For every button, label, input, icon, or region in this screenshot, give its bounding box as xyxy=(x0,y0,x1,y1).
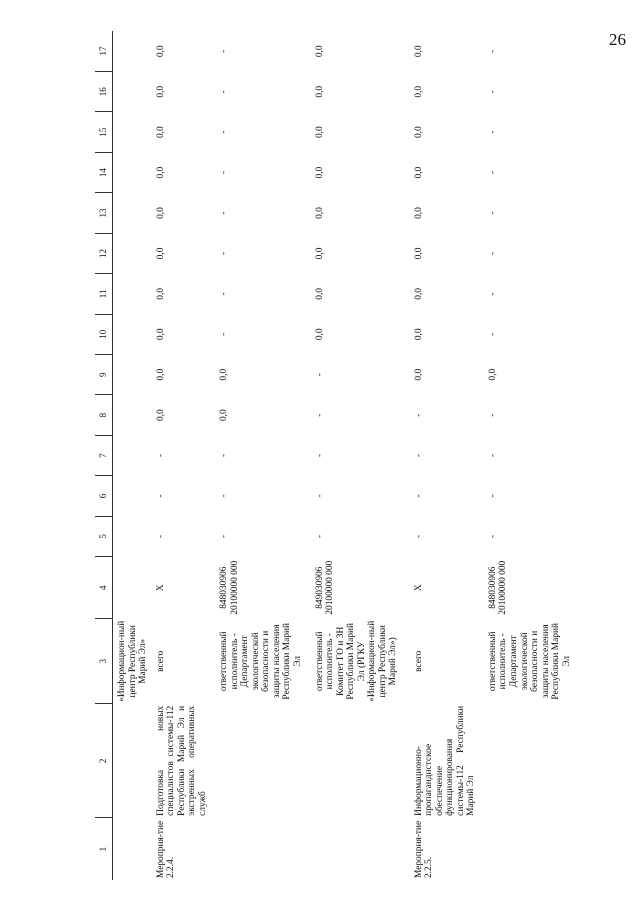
column-header: 1 xyxy=(95,818,113,880)
value-cell: 0,0 xyxy=(413,368,424,381)
value-cell: - xyxy=(155,454,166,458)
value-cell: - xyxy=(487,251,498,256)
value-cell: 0,0 xyxy=(413,126,424,139)
table-row xyxy=(400,31,478,880)
value-cell: 0,0 xyxy=(314,85,325,98)
executor-cell: ответственный исполнитель - Комитет ГО и ЗН Республики Марий Эл (РГКУ «Информацион-ный центр Республики Марий Эл») xyxy=(314,620,399,702)
rotated-table-container xyxy=(95,31,610,880)
executor-cell: всего xyxy=(155,650,166,672)
value-cell: - xyxy=(219,49,230,53)
activity-number-cell xyxy=(478,818,573,880)
value-cell: - xyxy=(219,494,230,498)
budget-code-cell: 848030906 20100000 000 xyxy=(487,560,509,615)
executor-cell: ответственный исполнитель - Департамент экологической безопасности и защиты населения Республики Марий Эл xyxy=(219,623,303,700)
value-cell: - xyxy=(413,494,424,498)
activity-name-cell xyxy=(209,704,304,818)
value-cell: - xyxy=(487,292,498,296)
value-cell xyxy=(113,274,150,314)
value-cell: 0,0 xyxy=(219,409,230,421)
value-cell: 0,0 xyxy=(413,247,424,260)
value-cell: - xyxy=(487,130,498,134)
activity-number-cell xyxy=(305,818,400,880)
value-cell: - xyxy=(219,211,230,215)
value-cell: 0,0 xyxy=(155,207,166,219)
activity-name-cell xyxy=(113,704,150,818)
value-cell: 0,0 xyxy=(314,288,325,300)
column-header: 15 xyxy=(95,112,113,152)
value-cell: 0,0 xyxy=(314,126,325,139)
value-cell: 0,0 xyxy=(155,85,166,98)
value-cell: - xyxy=(314,494,325,498)
table-row xyxy=(209,31,304,880)
value-cell: 0,0 xyxy=(314,166,325,179)
column-header: 4 xyxy=(95,557,113,619)
value-cell: - xyxy=(314,373,325,377)
value-cell: - xyxy=(487,454,498,458)
activity-name-cell xyxy=(305,704,400,818)
budget-table xyxy=(95,31,573,880)
value-cell: 0,0 xyxy=(413,85,424,98)
value-cell: - xyxy=(219,534,230,538)
value-cell: - xyxy=(314,413,325,417)
table-row xyxy=(113,31,150,880)
value-cell: 0,0 xyxy=(155,247,166,260)
value-cell xyxy=(113,152,150,192)
value-cell: - xyxy=(487,332,498,336)
activity-number-cell xyxy=(113,818,150,880)
column-header: 13 xyxy=(95,193,113,233)
activity-name-cell xyxy=(478,704,573,818)
budget-code-cell: X xyxy=(155,584,166,592)
value-cell: - xyxy=(413,534,424,538)
value-cell xyxy=(113,72,150,112)
column-number-header xyxy=(95,31,113,880)
value-cell: - xyxy=(487,534,498,538)
value-cell: - xyxy=(219,130,230,134)
activity-name-cell: Информационно-пропагандистское обеспечение функционирования системы-112 Республики Марий Эл xyxy=(413,705,477,816)
column-header: 11 xyxy=(95,274,113,314)
value-cell xyxy=(113,395,150,435)
value-cell: - xyxy=(487,171,498,175)
column-header: 14 xyxy=(95,152,113,192)
value-cell: - xyxy=(219,171,230,175)
activity-number-cell: Мероприя-тие 2.2.4. xyxy=(155,820,177,878)
value-cell: - xyxy=(413,413,424,417)
column-header: 9 xyxy=(95,355,113,395)
column-header: 12 xyxy=(95,233,113,273)
activity-name-cell: Подготовка новых специалистов системы-112 Республики Марий Эл и экстренных оперативных служб xyxy=(155,705,208,816)
activity-number-cell xyxy=(209,818,304,880)
budget-code-cell xyxy=(113,557,150,619)
value-cell: 0,0 xyxy=(155,409,166,421)
value-cell: - xyxy=(314,534,325,538)
value-cell: - xyxy=(219,90,230,94)
value-cell: 0,0 xyxy=(314,207,325,219)
column-header: 17 xyxy=(95,31,113,72)
value-cell xyxy=(113,233,150,273)
value-cell: - xyxy=(219,251,230,256)
value-cell xyxy=(113,112,150,152)
value-cell: 0,0 xyxy=(314,328,325,341)
value-cell: - xyxy=(219,292,230,296)
column-header: 2 xyxy=(95,704,113,818)
executor-cell: всего xyxy=(413,650,424,672)
value-cell xyxy=(113,314,150,354)
column-header: 16 xyxy=(95,72,113,112)
value-cell xyxy=(113,193,150,233)
value-cell: - xyxy=(487,90,498,94)
value-cell: - xyxy=(155,534,166,538)
value-cell: 0,0 xyxy=(155,126,166,139)
value-cell: 0,0 xyxy=(314,45,325,58)
executor-cell: «Информацион-ный центр Республики Марий Эл» xyxy=(117,620,149,702)
value-cell: - xyxy=(314,454,325,458)
value-cell: 0,0 xyxy=(155,328,166,341)
value-cell: 0,0 xyxy=(314,247,325,260)
value-cell: 0,0 xyxy=(413,288,424,300)
budget-code-cell: 848030906 20100000 000 xyxy=(219,560,240,615)
value-cell: - xyxy=(487,413,498,417)
value-cell xyxy=(113,516,150,556)
column-header: 6 xyxy=(95,476,113,516)
budget-code-cell: X xyxy=(413,584,424,592)
value-cell: - xyxy=(487,49,498,53)
value-cell: 0,0 xyxy=(413,328,424,341)
value-cell: 0,0 xyxy=(155,288,166,300)
column-header: 3 xyxy=(95,619,113,704)
column-header: 7 xyxy=(95,435,113,475)
table-body xyxy=(113,31,574,880)
value-cell: - xyxy=(487,211,498,215)
value-cell: 0,0 xyxy=(413,207,424,219)
table-row xyxy=(478,31,573,880)
value-cell: - xyxy=(219,332,230,336)
value-cell: - xyxy=(155,494,166,498)
value-cell: 0,0 xyxy=(155,166,166,179)
budget-code-cell: 849030906 20100000 000 xyxy=(314,560,336,615)
table-row xyxy=(150,31,210,880)
value-cell: 0,0 xyxy=(155,368,166,381)
table-row xyxy=(305,31,400,880)
column-header: 5 xyxy=(95,516,113,556)
value-cell xyxy=(113,355,150,395)
column-header: 8 xyxy=(95,395,113,435)
value-cell xyxy=(113,31,150,72)
activity-number-cell: Мероприя-тие 2.2.5. xyxy=(413,820,435,878)
column-header: 10 xyxy=(95,314,113,354)
executor-cell: ответственный исполнитель - Департамент экологической безопасности и защиты населения Республики Марий Эл xyxy=(487,623,572,700)
value-cell: 0,0 xyxy=(413,45,424,58)
value-cell xyxy=(113,435,150,475)
page-number: 26 xyxy=(609,30,626,49)
value-cell: - xyxy=(413,454,424,458)
value-cell: - xyxy=(219,454,230,458)
value-cell xyxy=(113,476,150,516)
value-cell: 0,0 xyxy=(487,368,498,381)
value-cell: - xyxy=(487,494,498,498)
value-cell: 0,0 xyxy=(155,45,166,58)
value-cell: 0,0 xyxy=(413,166,424,179)
value-cell: 0,0 xyxy=(219,368,230,381)
